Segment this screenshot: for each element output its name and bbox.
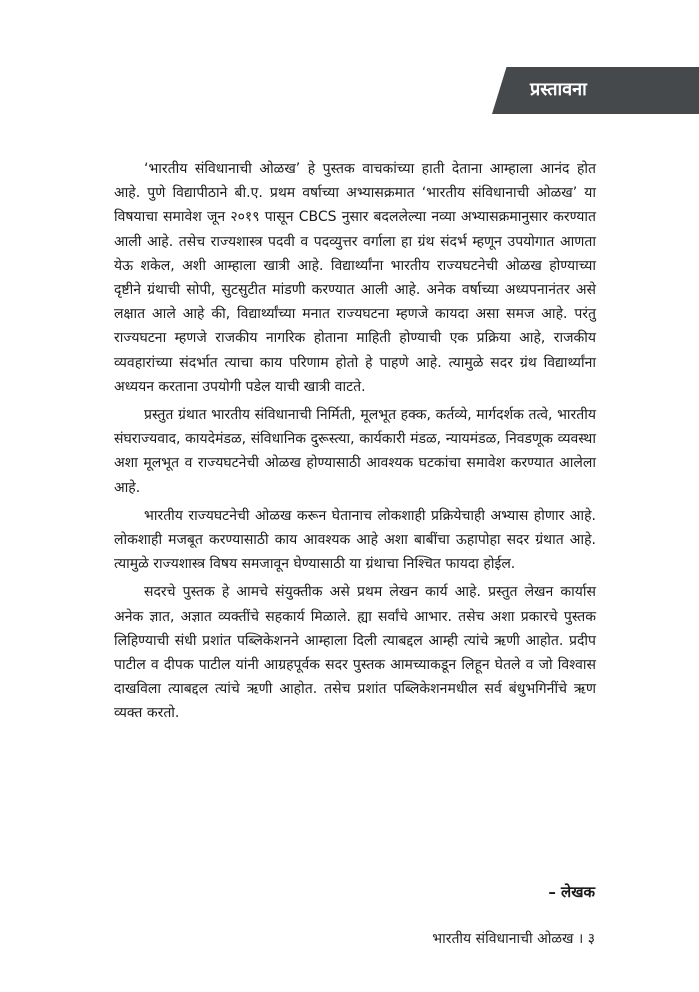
page-footer: भारतीय संविधानाची ओळख । ३ bbox=[432, 931, 595, 947]
section-title: प्रस्तावना bbox=[530, 79, 587, 100]
preface-paragraph-1: ‘भारतीय संविधानाची ओळख’ हे पुस्तक वाचकांच्या हाती देताना आम्हाला आनंद होत आहे. पुणे विद्यापीठाने बी.ए. प्रथम वर्षाच्या अभ्यासक्रमात ‘भारतीय संविधानाची ओळख’ या विषयाचा समावेश जून २०१९ पासून CBCS नुसार बदललेल्या नव्या अभ्यासक्रमानुसार करण्यात आली आहे. तसेच राज्यशास्त्र पदवी व पदव्युत्तर वर्गाला हा ग्रंथ संदर्भ म्हणून उपयोगात आणता येऊ शकेल, अशी आम्हाला खात्री आहे. विद्यार्थ्यांना भारतीय राज्यघटनेची ओळख होण्याच्या दृष्टीने ग्रंथाची सोपी, सुटसुटीत मांडणी करण्यात आली आहे. अनेक वर्षाच्या अध्यपनानंतर असे लक्षात आले आहे की, विद्यार्थ्यांच्या मनात राज्यघटना म्हणजे कायदा असा समज आहे. परंतु राज्यघटना म्हणजे राजकीय नागरिक होताना माहिती होण्याची एक प्रक्रिया आहे, राजकीय व्यवहारांच्या संदर्भात त्याचा काय परिणाम होतो हे पाहणे आहे. त्यामुळे सदर ग्रंथ विद्यार्थ्यांना अध्ययन करताना उपयोगी पडेल याची खात्री वाटते. bbox=[114, 161, 596, 395]
preface-paragraph-4: सदरचे पुस्तक हे आमचे संयुक्तीक असे प्रथम लेखन कार्य आहे. प्रस्तुत लेखन कार्यास अनेक ज्ञात, अज्ञात व्यक्तींचे सहकार्य मिळाले. ह्या सर्वांचे आभार. तसेच अशा प्रकारचे पुस्तक लिहिण्याची संधी प्रशांत पब्लिकेशनने आम्हाला दिली त्याबद्दल आम्ही त्यांचे ऋणी आहोत. प्रदीप पाटील व दीपक पाटील यांनी आग्रहपूर्वक सदर पुस्तक आमच्याकडून लिहून घेतले व जो विश्वास दाखविला त्याबद्दल त्यांचे ऋणी आहोत. तसेच प्रशांत पब्लिकेशनमधील सर्व बंधुभगिनींचे ऋण व्यक्त करतो. bbox=[114, 584, 596, 722]
preface-body bbox=[114, 157, 596, 730]
preface-paragraph-2: प्रस्तुत ग्रंथात भारतीय संविधानाची निर्मिती, मूलभूत हक्क, कर्तव्ये, मार्गदर्शक तत्वे, भारतीय संघराज्यवाद, कायदेमंडळ, संविधानिक दुरूस्त्या, कार्यकारी मंडळ, न्यायमंडळ, निवडणूक व्यवस्था अशा मूलभूत व राज्यघटनेची ओळख होण्यासाठी आवश्यक घटकांचा समावेश करण्यात आलेला आहे. bbox=[114, 407, 596, 496]
author-signature: – लेखक bbox=[548, 883, 595, 901]
section-banner bbox=[492, 67, 699, 114]
preface-paragraph-3: भारतीय राज्यघटनेची ओळख करून घेतानाच लोकशाही प्रक्रियेचाही अभ्यास होणार आहे. लोकशाही मजबूत करण्यासाठी काय आवश्यक आहे अशा बाबींचा ऊहापोहा सदर ग्रंथात आहे. त्यामुळे राज्यशास्त्र विषय समजावून घेण्यासाठी या ग्रंथाचा निश्चित फायदा होईल. bbox=[114, 507, 596, 573]
